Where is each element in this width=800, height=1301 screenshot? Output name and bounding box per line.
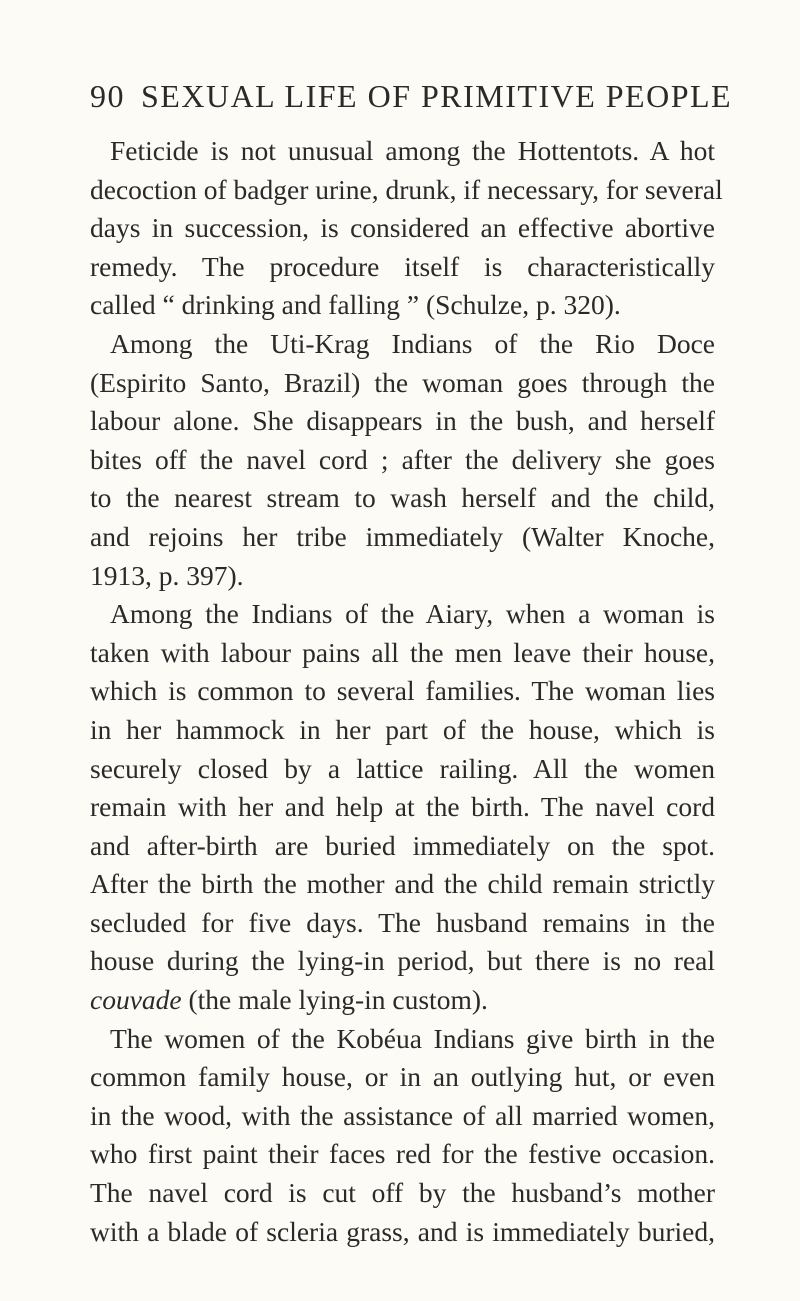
text-line: Feticide is not unusual among the Hottentots. A hot bbox=[110, 135, 715, 166]
text-line: The women of the Kobéua Indians give birth in the bbox=[110, 1022, 715, 1054]
text-line: secluded for five days. The husband remains in the bbox=[90, 906, 715, 938]
text-line: decoction of badger urine, drunk, if necessary, for several bbox=[90, 173, 723, 205]
page-number: 90 bbox=[90, 78, 125, 114]
running-title: SEXUAL LIFE OF PRIMITIVE PEOPLE bbox=[141, 78, 733, 114]
text-line: called “ drinking and falling ” (Schulze, p. 320). bbox=[90, 289, 621, 321]
body-text bbox=[90, 132, 723, 1251]
text-segment: (the male lying-in custom). bbox=[181, 984, 488, 1016]
italic-term: couvade bbox=[90, 984, 182, 1016]
text-line: 1913, p. 397). bbox=[90, 559, 244, 591]
text-line: to the nearest stream to wash herself and the child, bbox=[90, 482, 715, 514]
text-line: and rejoins her tribe immediately (Walter Knoche, bbox=[90, 520, 715, 552]
text-line bbox=[90, 981, 715, 1020]
text-line: common family house, or in an outlying hut, or even bbox=[90, 1061, 715, 1093]
text-line: bites off the navel cord ; after the delivery she goes bbox=[90, 443, 715, 475]
text-line: Among the Uti-Krag Indians of the Rio Doce bbox=[110, 327, 715, 359]
running-head bbox=[90, 72, 733, 120]
text-line: labour alone. She disappears in the bush, and herself bbox=[90, 405, 715, 437]
text-line: and after-birth are buried immediately on the spot. bbox=[90, 829, 715, 861]
text-line: in her hammock in her part of the house, which is bbox=[90, 713, 715, 745]
text-line: taken with labour pains all the men leave their house, bbox=[90, 636, 715, 668]
text-line: The navel cord is cut off by the husband’s mother bbox=[90, 1177, 715, 1209]
text-line: Among the Indians of the Aiary, when a woman is bbox=[110, 598, 715, 630]
text-line: house during the lying-in period, but there is no real bbox=[90, 945, 715, 977]
text-line: who first paint their faces red for the festive occasion. bbox=[90, 1138, 715, 1170]
text-line: remain with her and help at the birth. The navel cord bbox=[90, 791, 715, 823]
text-line: days in succession, is considered an effective abortive bbox=[90, 212, 715, 244]
text-line: securely closed by a lattice railing. All the women bbox=[90, 752, 715, 784]
text-line: After the birth the mother and the child remain strictly bbox=[90, 868, 715, 900]
text-line: in the wood, with the assistance of all married women, bbox=[90, 1099, 715, 1131]
text-line: (Espirito Santo, Brazil) the woman goes through the bbox=[90, 366, 715, 398]
text-line: which is common to several families. The woman lies bbox=[90, 675, 715, 707]
text-line: with a blade of scleria grass, and is immediately buried, bbox=[90, 1215, 715, 1247]
text-line: remedy. The procedure itself is characteristically bbox=[90, 250, 715, 282]
